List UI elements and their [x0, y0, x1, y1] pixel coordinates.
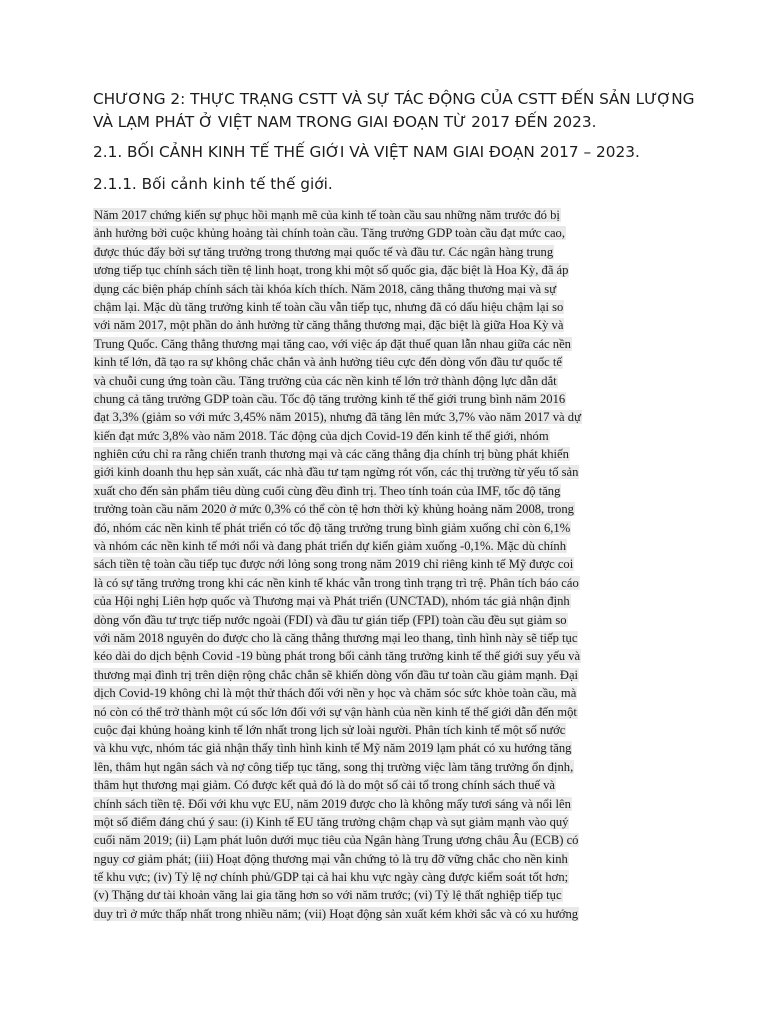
- paragraph-line-text: chậm lại. Mặc dù tăng trưởng kinh tế toàn cầu vẫn tiếp tục, nhưng đã có dấu hiệu chậm lại so: [94, 299, 564, 314]
- paragraph-line: [93, 353, 693, 371]
- paragraph-line-text: tế khu vực; (iv) Tỷ lệ nợ chính phủ/GDP tại cả hai khu vực ngày càng được kiểm soát tốt hơn;: [94, 870, 569, 885]
- paragraph-line-text: của Hội nghị Liên hợp quốc và Thương mại và Phát triển (UNCTAD), nhóm tác giả nhận định: [94, 594, 570, 609]
- paragraph-line: [93, 739, 693, 757]
- paragraph-line-text: thâm hụt thương mại giảm. Có được kết quả đó là do một số cải tổ trong chính sách thuế và: [94, 778, 556, 793]
- paragraph-line: [93, 408, 693, 426]
- paragraph-line: [93, 831, 693, 849]
- paragraph-line-text: Trung Quốc. Căng thẳng thương mại tăng cao, với việc áp đặt thuế quan lẫn nhau giữa các nền: [94, 336, 571, 351]
- paragraph-line: [93, 463, 693, 481]
- paragraph-line-text: trưởng toàn cầu năm 2020 ở mức 0,3% có thể còn tệ hơn thời kỳ khủng hoảng năm 2008, trong: [94, 502, 574, 517]
- paragraph-line: [93, 298, 693, 316]
- paragraph-line: [93, 224, 693, 242]
- paragraph-line-text: xuất cho đến sản phẩm tiêu dùng cuối cùng đều đình trị. Theo tính toán của IMF, tốc độ tăng: [94, 483, 561, 498]
- paragraph-line-text: dịch Covid-19 không chỉ là một thử thách đối với nền y học và chăm sóc sức khỏe toàn cầu, mà: [94, 686, 577, 701]
- paragraph-line: [93, 592, 693, 610]
- paragraph-line: [93, 886, 693, 904]
- paragraph-line-text: được thúc đẩy bởi sự tăng trưởng trong thương mại quốc tế và đầu tư. Các ngân hàng trung: [94, 244, 554, 259]
- paragraph-line-text: và khu vực, nhóm tác giả nhận thấy tình hình kinh tế Mỹ năm 2019 lạm phát có xu hướng tăng: [94, 741, 572, 756]
- paragraph-line-text: kinh tế lớn, đã tạo ra sự không chắc chắn và ảnh hưởng tiêu cực đến dòng vốn đầu tư quốc tế: [94, 355, 562, 370]
- paragraph-line-text: giới kinh doanh thu hẹp sản xuất, các nhà đầu tư tạm ngừng rót vốn, các thị trường từ yếu tố sản: [94, 465, 579, 480]
- paragraph-line: [93, 445, 693, 463]
- paragraph-line: [93, 850, 693, 868]
- paragraph-line: [93, 868, 693, 886]
- paragraph-line: [93, 335, 693, 353]
- paragraph-line: [93, 758, 693, 776]
- paragraph-line-text: nghiên cứu chỉ ra rằng chiến tranh thương mại và các căng thẳng địa chính trị bùng phát khiến: [94, 447, 569, 462]
- paragraph-line: [93, 629, 693, 647]
- paragraph-line-text: đó, nhóm các nền kinh tế phát triển có tốc độ tăng trưởng trung bình giảm xuống chỉ còn 6,1%: [94, 520, 571, 535]
- paragraph-line-text: một số điểm đáng chú ý sau: (i) Kinh tế EU tăng trưởng chậm chạp và sụt giảm mạnh vào quý: [94, 814, 569, 829]
- paragraph-line-text: kéo dài do dịch bệnh Covid -19 bùng phát trong bối cảnh tăng trưởng kinh tế thế giới suy yếu và: [94, 649, 581, 664]
- subsection-title: 2.1.1. Bối cảnh kinh tế thế giới.: [93, 175, 333, 193]
- paragraph-line-text: dụng các biện pháp chính sách tài khóa kích thích. Năm 2018, căng thẳng thương mại và sự: [94, 281, 557, 296]
- paragraph-line: [93, 243, 693, 261]
- paragraph-line-text: với năm 2017, một phần do ảnh hưởng từ căng thẳng thương mại, đặc biệt là giữa Hoa Kỳ và: [94, 318, 564, 333]
- paragraph-line-text: chính sách tiền tệ. Đối với khu vực EU, năm 2019 được cho là không mấy tươi sáng và nổi lên: [94, 796, 571, 811]
- paragraph-line: [93, 261, 693, 279]
- paragraph-line: [93, 500, 693, 518]
- paragraph-line: [93, 647, 693, 665]
- body-paragraph: [93, 206, 693, 923]
- paragraph-line-text: thương mại đình trị trên diện rộng chắc chắn sẽ khiến dòng vốn đầu tư toàn cầu giảm mạnh. Đại: [94, 667, 579, 682]
- paragraph-line-text: là có sự tăng trưởng trong khi các nền kinh tế khác vẫn trong tình trạng trì trệ. Phân tích báo cáo: [94, 575, 579, 590]
- paragraph-line: [93, 611, 693, 629]
- paragraph-line-text: sách tiền tệ toàn cầu tiếp tục được nới lỏng song trong năm 2019 chỉ riêng kinh tế Mỹ được coi: [94, 557, 574, 572]
- paragraph-line: [93, 795, 693, 813]
- paragraph-line: [93, 555, 693, 573]
- paragraph-line: [93, 666, 693, 684]
- paragraph-line: [93, 427, 693, 445]
- paragraph-line: [93, 721, 693, 739]
- paragraph-line-text: duy trì ở mức thấp nhất trong nhiều năm; (vii) Hoạt động sản xuất kém khởi sắc và có xu hướng: [94, 906, 579, 921]
- paragraph-line: [93, 813, 693, 831]
- paragraph-line: [93, 206, 693, 224]
- paragraph-line-text: (v) Thặng dư tài khoản vãng lai gia tăng hơn so với năm trước; (vi) Tỷ lệ thất nghiệp tiếp tục: [94, 888, 562, 903]
- paragraph-line: [93, 574, 693, 592]
- paragraph-line: [93, 703, 693, 721]
- paragraph-line-text: dòng vốn đầu tư trực tiếp nước ngoài (FDI) và đầu tư gián tiếp (FPI) toàn cầu đều sụt giảm so: [94, 612, 567, 627]
- section-title: 2.1. BỐI CẢNH KINH TẾ THẾ GIỚI VÀ VIỆT NAM GIAI ĐOẠN 2017 – 2023.: [93, 143, 640, 161]
- paragraph-line: [93, 316, 693, 334]
- paragraph-line-text: Năm 2017 chứng kiến sự phục hồi mạnh mẽ của kinh tế toàn cầu sau những năm trước đó bị: [94, 208, 560, 222]
- paragraph-line-text: nó còn có thể trở thành một cú sốc lớn đối với sự vận hành của nền kinh tế thế giới dẫn đến một: [94, 704, 577, 719]
- chapter-title: CHƯƠNG 2: THỰC TRẠNG CSTT VÀ SỰ TÁC ĐỘNG CỦA CSTT ĐẾN SẢN LƯỢNG VÀ LẠM PHÁT Ở VIỆT NAM TRONG GIAI ĐOẠN TỪ 2017 ĐẾN 2023.: [93, 90, 695, 131]
- paragraph-line-text: cuối năm 2019; (ii) Lạm phát luôn dưới mục tiêu của Ngân hàng Trung ương châu Âu (ECB) có: [94, 833, 579, 848]
- paragraph-line-text: lên, thâm hụt ngân sách và nợ công tiếp tục tăng, song thị trường việc làm tăng trưởng ổn định,: [94, 759, 574, 774]
- paragraph-line: [93, 482, 693, 500]
- paragraph-line-text: cuộc đại khủng hoảng kinh tế lớn nhất trong lịch sử loài người. Phân tích kinh tế một số nước: [94, 722, 566, 737]
- paragraph-line-text: ảnh hưởng bởi cuộc khủng hoảng tài chính toàn cầu. Tăng trưởng GDP toàn cầu đạt mức cao,: [94, 226, 565, 241]
- paragraph-line-text: đạt 3,3% (giảm so với mức 3,45% năm 2015), nhưng đã tăng lên mức 3,7% vào năm 2017 và dự: [94, 410, 581, 425]
- paragraph-line: [93, 684, 693, 702]
- paragraph-line-text: và chuỗi cung ứng toàn cầu. Tăng trưởng của các nền kinh tế lớn trở thành động lực dẫn dắt: [94, 373, 557, 388]
- paragraph-line-text: chung cả tăng trưởng GDP toàn cầu. Tốc độ tăng trưởng kinh tế thế giới trung bình năm 2016: [94, 391, 566, 406]
- paragraph-line: [93, 280, 693, 298]
- paragraph-line-text: nguy cơ giảm phát; (iii) Hoạt động thương mại vẫn chứng tỏ là trụ đỡ vững chắc cho nền kinh: [94, 851, 568, 866]
- paragraph-line: [93, 519, 693, 537]
- paragraph-line: [93, 372, 693, 390]
- paragraph-line-text: với năm 2018 nguyên do được cho là căng thẳng thương mại leo thang, tình hình này sẽ tiếp tục: [94, 630, 578, 645]
- paragraph-line: [93, 390, 693, 408]
- paragraph-line-text: kiến đạt mức 3,8% vào năm 2018. Tác động của dịch Covid-19 đến kinh tế thế giới, nhóm: [94, 428, 549, 443]
- paragraph-line-text: ương tiếp tục chính sách tiền tệ linh hoạt, trong khi một số quốc gia, đặc biệt là Hoa Kỳ, đã áp: [94, 263, 569, 278]
- paragraph-line-text: và nhóm các nền kinh tế mới nổi và đang phát triển dự kiến giảm xuống -0,1%. Mặc dù chính: [94, 539, 566, 554]
- paragraph-line: [93, 537, 693, 555]
- paragraph-line: [93, 776, 693, 794]
- paragraph-line: [93, 905, 693, 923]
